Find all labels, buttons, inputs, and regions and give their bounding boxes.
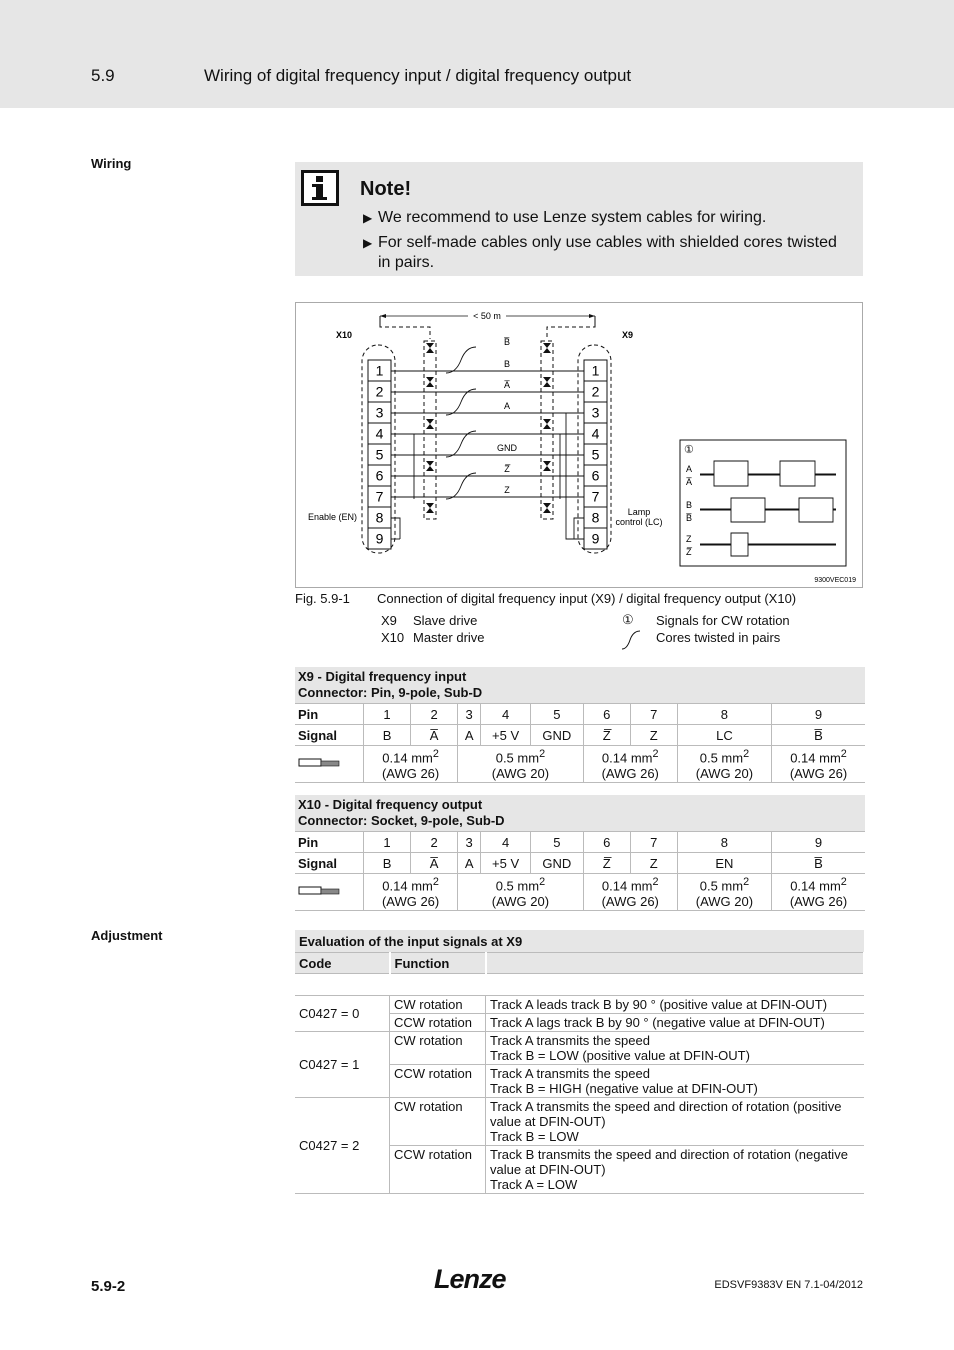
bullet-triangle-icon: ▶ xyxy=(363,211,373,225)
x10-pin-table xyxy=(295,795,865,911)
pin-number: 4 xyxy=(375,425,384,442)
pin-number: 2 xyxy=(591,383,600,400)
wire-label: Z xyxy=(504,485,510,495)
lamp-label: control (LC) xyxy=(615,517,663,527)
pin-number: 6 xyxy=(591,467,600,484)
evaluation-table xyxy=(295,930,865,1194)
legend-key: X9 xyxy=(381,613,397,628)
section-title: Wiring of digital frequency input / digital frequency output xyxy=(204,66,632,85)
x9-table-title: X9 - Digital frequency input Connector: Pin, 9-pole, Sub-D xyxy=(295,667,865,704)
col-function: Function xyxy=(390,953,486,974)
figure-number: Fig. 5.9-1 xyxy=(295,591,350,606)
note-bullet: ▶ We recommend to use Lenze system cables for wiring. xyxy=(363,209,767,226)
wiring-figure xyxy=(295,302,863,588)
signal-label: A̅ xyxy=(686,477,693,487)
x9-label: X9 xyxy=(622,330,634,340)
table-row: CCW rotation Track A lags track B by 90 ° (negative value at DFIN-OUT) xyxy=(295,1014,864,1032)
x10-cable-row: 0.14 $mm^2$ (AWG 26) 0.5 $mm^2$ (AWG 20) 0.14 $mm^2$ (AWG 26) 0.5 $mm^2$ (AWG 20) 0.14 $mm^2$ (AWG 26) xyxy=(295,874,865,911)
pin-number: 3 xyxy=(591,404,600,421)
x9-cable-row: 0.14 $mm^2$ (AWG 26) 0.5 $mm^2$ (AWG 20) 0.14 $mm^2$ (AWG 26) 0.5 $mm^2$ (AWG 20) 0.14 $mm^2$ (AWG 26) xyxy=(295,746,865,783)
x9-signal-row: Signal B A̅ A +5 V GND Z̅ Z LC B̅ xyxy=(295,725,865,746)
table-row: CCW rotation Track B transmits the speed and direction of rotation (negative value at DFIN-OUT) Track A = LOW xyxy=(295,1146,864,1194)
wire-label: B̅ xyxy=(503,337,511,347)
pin-number: 8 xyxy=(375,509,384,526)
table-row: C0427 = 2 CW rotation Track A transmits the speed and direction of rotation (positive value at DFIN-OUT) Track B = LOW xyxy=(295,1098,864,1146)
figure-code: 9300VEC019 xyxy=(814,577,856,584)
enable-label: Enable (EN) xyxy=(308,512,358,522)
legend-value: Master drive xyxy=(413,630,485,645)
col-code: Code xyxy=(295,953,390,974)
signal-label: B xyxy=(686,500,693,510)
wire-label: Z̅ xyxy=(504,464,510,474)
legend-key: ① xyxy=(622,612,634,627)
wiring-diagram xyxy=(296,303,862,587)
eval-table-title: Evaluation of the input signals at X9 xyxy=(295,930,864,953)
x10-signal-row: Signal B A̅ A +5 V GND Z̅ Z EN B̅ xyxy=(295,853,865,874)
lenze-logo xyxy=(434,1262,516,1294)
svg-text:Lenze: Lenze xyxy=(434,1264,506,1294)
legend-value: Signals for CW rotation xyxy=(656,613,790,628)
note-title: Note! xyxy=(360,178,412,200)
section-number: 5.9 xyxy=(91,66,115,85)
x9-pin-table xyxy=(295,667,865,783)
pin-number: 6 xyxy=(375,467,384,484)
pin-number: 9 xyxy=(375,530,384,547)
pin-number: 1 xyxy=(375,362,384,379)
wire-label: GND xyxy=(497,443,517,453)
pin-number: 1 xyxy=(591,362,600,379)
wire-label: A xyxy=(503,401,511,411)
page-number: 5.9-2 xyxy=(91,1278,126,1295)
distance-label: < 50 m xyxy=(473,311,501,321)
legend-value: Cores twisted in pairs xyxy=(656,630,781,645)
legend-value: Slave drive xyxy=(413,613,478,628)
signal-label: B̅ xyxy=(686,513,693,523)
signal-label: A xyxy=(686,464,693,474)
pin-number: 7 xyxy=(591,488,600,505)
note-bullet: ▶ For self-made cables only use cables with shielded cores twisted in pairs. xyxy=(363,234,837,271)
twisted-pair-icon xyxy=(620,629,642,651)
pin-number: 2 xyxy=(375,383,384,400)
signal-label: Z̅ xyxy=(686,547,692,557)
sidebar-wiring-label: Wiring xyxy=(91,156,132,171)
sidebar-adjustment-label: Adjustment xyxy=(91,928,163,943)
pin-number: 3 xyxy=(375,404,384,421)
table-row: CCW rotation Track A transmits the speed Track B = HIGH (negative value at DFIN-OUT) xyxy=(295,1065,864,1098)
wire-label: A̅ xyxy=(503,380,511,390)
pin-number: 5 xyxy=(591,446,600,463)
note-box xyxy=(295,162,863,276)
pin-number: 5 xyxy=(375,446,384,463)
figure-caption: Connection of digital frequency input (X9) / digital frequency output (X10) xyxy=(377,591,797,606)
cable-icon xyxy=(295,874,364,911)
lamp-label: Lamp xyxy=(627,507,651,517)
page-header xyxy=(0,0,954,108)
bullet-triangle-icon: ▶ xyxy=(363,236,373,250)
wire-label: B xyxy=(503,359,511,369)
info-icon xyxy=(301,170,339,206)
x10-pin-row: Pin 1 2 3 4 5 6 7 8 9 xyxy=(295,832,865,853)
table-row: C0427 = 0 CW rotation Track A leads track B by 90 ° (positive value at DFIN-OUT) xyxy=(295,996,864,1014)
circle-marker: ① xyxy=(684,444,694,456)
x9-pin-row: Pin 1 2 3 4 5 6 7 8 9 xyxy=(295,704,865,725)
pin-number: 4 xyxy=(591,425,600,442)
pin-number: 8 xyxy=(591,509,600,526)
signal-label: Z xyxy=(686,534,692,544)
cable-icon xyxy=(295,746,364,783)
x10-table-title: X10 - Digital frequency output Connector: Socket, 9-pole, Sub-D xyxy=(295,795,865,832)
doc-id: EDSVF9383V EN 7.1-04/2012 xyxy=(714,1279,863,1291)
pin-number: 7 xyxy=(375,488,384,505)
x10-label: X10 xyxy=(336,330,353,340)
table-row: C0427 = 1 CW rotation Track A transmits the speed Track B = LOW (positive value at DFIN-OUT) xyxy=(295,1032,864,1065)
pin-number: 9 xyxy=(591,530,600,547)
legend-key: X10 xyxy=(381,630,405,645)
